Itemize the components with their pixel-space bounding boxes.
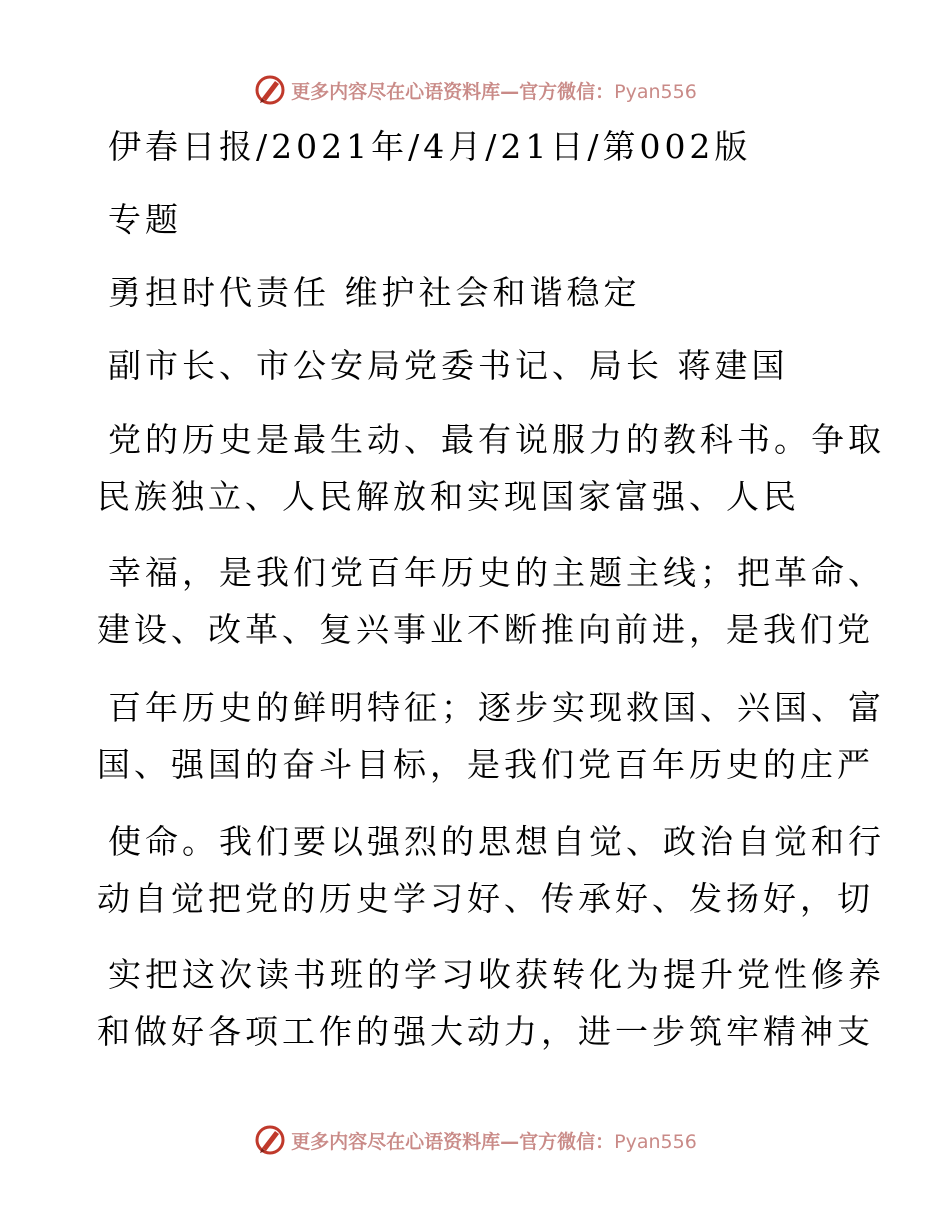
watermark-wechat-id: Pyan556: [614, 1130, 697, 1153]
body-line: 民族独立、人民解放和实现国家富强、人民: [97, 477, 800, 516]
column-name: 专题: [108, 200, 182, 239]
body-line: 使命。我们要以强烈的思想自觉、政治自觉和行: [108, 822, 885, 861]
watermark-top: [0, 70, 950, 110]
newspaper-header: 伊春日报/2021年/4月/21日/第002版: [108, 127, 752, 166]
watermark-bottom: [0, 1120, 950, 1160]
body-line: 党的历史是最生动、最有说服力的教科书。争取: [108, 420, 885, 459]
watermark-text: 更多内容尽在心语资料库—官方微信：Pyan556: [291, 80, 697, 103]
pen-logo-icon: [253, 1123, 287, 1157]
body-line: 建设、改革、复兴事业不断推向前进，是我们党: [97, 610, 874, 649]
body-line: 实把这次读书班的学习收获转化为提升党性修养: [108, 955, 885, 994]
watermark-wechat-id: Pyan556: [614, 80, 697, 103]
pen-logo-icon: [253, 73, 287, 107]
body-line: 百年历史的鲜明特征；逐步实现救国、兴国、富: [108, 688, 885, 727]
body-line: 动自觉把党的历史学习好、传承好、发扬好，切: [97, 879, 874, 918]
body-line: 和做好各项工作的强大动力，进一步筑牢精神支: [97, 1012, 874, 1051]
article-title: 勇担时代责任 维护社会和谐稳定: [108, 273, 641, 312]
body-line: 国、强国的奋斗目标，是我们党百年历史的庄严: [97, 745, 874, 784]
watermark-text: 更多内容尽在心语资料库—官方微信：Pyan556: [291, 1130, 697, 1153]
article-author: 副市长、市公安局党委书记、局长 蒋建国: [108, 346, 789, 385]
body-line: 幸福，是我们党百年历史的主题主线；把革命、: [108, 553, 885, 592]
